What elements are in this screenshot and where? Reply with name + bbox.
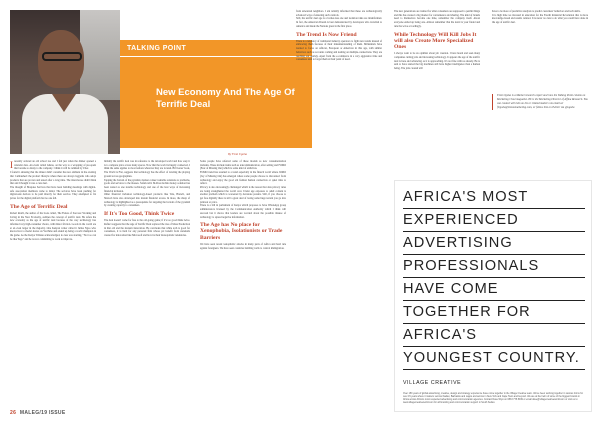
- subheading: The Age has No place for Xenophobia, Isolationists or Trade Barriers: [200, 222, 283, 241]
- paragraph: FOMO trend has resulted to a trend especially in the fintech world where JOMO (Joy of Missing Out) has emerged where some people choose to disconnect from technology and enjoy the good old fashion human connection or quiet time to reflect.: [200, 171, 286, 186]
- paragraph: Privacy is also increasingly challenged which is the reason that data privacy rules are being strengthened the world over. Under age exposure to adult content is another problem which is worsened by devastate parents. Still, if you choose to get free digitally there is still a great deal of losing some huge terrain you go into printout or price.: [200, 185, 286, 204]
- paragraph: Other financial inclusion technology-based products like Tala, Branch, and Shawob have also developed into instant financial access. In more, the sharp of technology is highlighted as a prerequisite for targeting the bottom of the pyramid by creating capacity to consumers.: [104, 193, 190, 208]
- ad-headline-line: AFRICA'S: [403, 327, 478, 343]
- paragraph: from unwanted neighbors. I am reliably informed that these are technologically advanced ways of ensuring such controls.: [296, 10, 382, 17]
- subheading: The Trend Is Now Friend: [296, 31, 357, 38]
- ad-headline-line: TOGETHER FOR: [403, 304, 531, 320]
- paragraph: There is a tendency of traditional industry operators to fight new trends instead of embracing them because of their misunderstanding of them. Millennials have learned to focus on African, European or American in this age, with similar behaviors such as accounts coming and leading on multiple-connections. They are reaching out quickly. Apart from the e-commerce in a very aggressive time and consumers tend to forget them at their point of need.: [296, 39, 382, 62]
- article-column-5: [394, 10, 480, 71]
- paragraph: recently ordered an old school rue and I felt just when the dinner opened a calendar date. An event called Ghana, on the way to a wrapping of pre-spent that became so many to the company. I think it will be relished by Uber.: [14, 160, 96, 171]
- article-headline: New Economy And The Age Of Terrific Deal: [156, 87, 295, 110]
- ad-divider: [403, 208, 585, 209]
- paragraph: It is high time we invested in education for the Fourth Industrial Revolution that is more knowledge-based and results centred. It is never too late to do what you could have done in the age of terrific deal.: [492, 13, 588, 25]
- page-footer: [10, 410, 65, 416]
- ad-headline-line: YOUNGEST COUNTRY.: [403, 350, 580, 366]
- paragraph: There is a bill in parliament of Kenya which proposes to have WhatsApp group administrators licensed by the Communication Authority which I think will succeed but it shows that leaders are worried about the possible misuse of technology to spread negative information.: [200, 204, 286, 219]
- article-column-3: [200, 160, 286, 250]
- subheading: The Age of Terrific Deal: [10, 203, 68, 210]
- ad-description: Over 150 years of global advertising, creative, design and strategy experience have come together in the Village Creative team. We've been working together in various forms for over 15 years where it matters: across Ibadan, Barbados and Lagos and across in New York and Cape Town and beyond. We are at the helm of some of the biggest brands in Africa across Africa's most respected advertising and communication agencies. Contact Dave Wiyo on 0833 778 8049 or email dave@villagecreativeworld.com or visit us to www.villagecreativeworld.com for all branding and communication support in South Sudan.: [403, 393, 583, 404]
- section-label: TALKING POINT: [127, 45, 187, 52]
- ad-divider: [403, 277, 585, 278]
- paragraph: We have seen recent xenophobic attacks in many parts of Africa and hard rule against foreigners. We have seen countries building walls to control immigration.: [200, 242, 286, 250]
- paragraph: I found it amusing that the dinner didn't consider the new ambient in the evening that I ambushed: the product lifestyle where there are always laggards who adopt products that are proven and tested after a long time. The interviewee didn't think that and I thought it was a cute deal.: [10, 171, 96, 186]
- drop-cap: I: [10, 160, 13, 170]
- author-photo: [10, 10, 120, 154]
- subheading: If It's Too Good, Think Twice: [104, 211, 175, 218]
- page-number: 26: [10, 410, 17, 416]
- banner-divider: [120, 56, 312, 57]
- author-bio: Femi Ugoha is a Market research expert and runs the Talking Point column on Marketing Clout magazine. He is the Marketing Director of Affina Research. You can contact with him on his or related matters via email at: fUgoha@lemonmarketing.com, or follow him on Twitter via @ugoha: [492, 94, 588, 110]
- ad-divider: [403, 300, 585, 301]
- paragraph: I always want to be an optimist about job creation. I have heard and seen many companies cutting jobs and increasing technology. It appears the age of the terrific deal is here and advancing as it is approaching. It's not fine with us already. He is said to have started the big machines still have higher intelligence than a human being. The jobs created will: [394, 52, 480, 70]
- paragraph: Some people have referred some of these models as new consumerization domains. These include items such as telecommunication, after seiling and FOMO (Fear of Missing Out) which is some kind of addiction.: [200, 160, 286, 171]
- ad-divider: [403, 254, 585, 255]
- ad-headline-line: ADVERTISING: [403, 235, 513, 251]
- ad-divider: [403, 231, 585, 232]
- ad-divider: [403, 323, 585, 324]
- article-column-2: [104, 160, 190, 238]
- paragraph: The deal doesn't come for free to the old-going game; if it's too good think twice. Reflect suggests that the Age of Terrific Deal replaced the rise of Mass Production in that old and the modern innovation. He concludes that while tech is good for consumers, it is hard for any personal firm whose yet benefit from standards created for innovation like Microsoft and how its their monopolistic tendencies.: [104, 219, 190, 238]
- article-column-6: [492, 10, 588, 25]
- photo-window: [80, 10, 120, 100]
- advertisement[interactable]: [394, 180, 592, 412]
- paragraph: The thought of Bespoke Services that have been building meetings with digital-safe association members came to mind. The services have been pushing for digital-safe devices to be paid directly for their service. They attempted to fix prices for the digital platform but no one fell.: [10, 185, 96, 201]
- paragraph: Robert Reich, the author of the book called, The Future of Success: Working and Living in the New Economy, outlines the concept of terrific deal. He refers the new economy as the age of terrific deal because of the way technology has informed very high-consumer choice, with minor friction. Goods in the world are at an even larger in the majority. One Kenyan writer called it Julius Ngao who knows how to model Jeeves on YouTube and ended up being a world champion in the game. As the Kenya Tribune acknowledged, no less was starting, "Not too can be like Yego" and he is now committing to work to improve.: [10, 211, 96, 241]
- ad-headline-line: AFRICA'S MOST: [403, 189, 529, 205]
- ad-logo: VILLAGE CREATIVE: [403, 380, 462, 386]
- paragraph: Initially the terrific deal was in reference to the developed world and how easy it is to compare price across many spaces. Now that the world is hugely connected, I think the same applies to most nations wherever they are located. Bill Gates' book, The World is Flat, suggests that technology has the effect of leveling the playing ground across geographies.: [104, 160, 190, 178]
- paragraph: Still, the terrific deal age is a border-less one and isolation talks are misinformed. In fact, the American Dream is best demonstrated by developers who travelled to America and made the Nations great in the first place.: [296, 17, 382, 28]
- article-column-1: [10, 160, 96, 242]
- photo-glasses: [42, 52, 82, 61]
- ad-divider: [403, 346, 585, 347]
- ad-divider: [403, 369, 585, 370]
- paragraph: Tapping the bottom of the pyramid, market connect suitable solutions to problems, goods and services to the masses. Safaricom's M-Pesa mobile money solution has been touted as one notable technology and one of the best ways of increasing financial inclusion.: [104, 178, 190, 193]
- ad-headline-line: PROFESSIONALS: [403, 258, 540, 274]
- publication-issue: MALEG/19 ISSUE: [19, 410, 66, 416]
- paragraph: have to be more of predictive analysts to predict customers' behaviors and tech skills.: [492, 10, 581, 13]
- subheading: While Technology Will Kill Jobs It will also Create More Specialized Ones: [394, 31, 477, 50]
- ad-headline-line: EXPERIENCED: [403, 212, 519, 228]
- paragraph: The new generations are trained for what consumers are supposed to permit things and this has created a big market for convenience and sharing. The kind of brands need to themselves become one time, remember the company itself. About everyone ended up being one. Almost remember that the trend is your friend and rule the wave accordingly.: [394, 10, 480, 28]
- article-column-4: [296, 10, 382, 62]
- ad-headline-line: HAVE COME: [403, 281, 499, 297]
- byline: By Femi Ugoha: [228, 152, 247, 156]
